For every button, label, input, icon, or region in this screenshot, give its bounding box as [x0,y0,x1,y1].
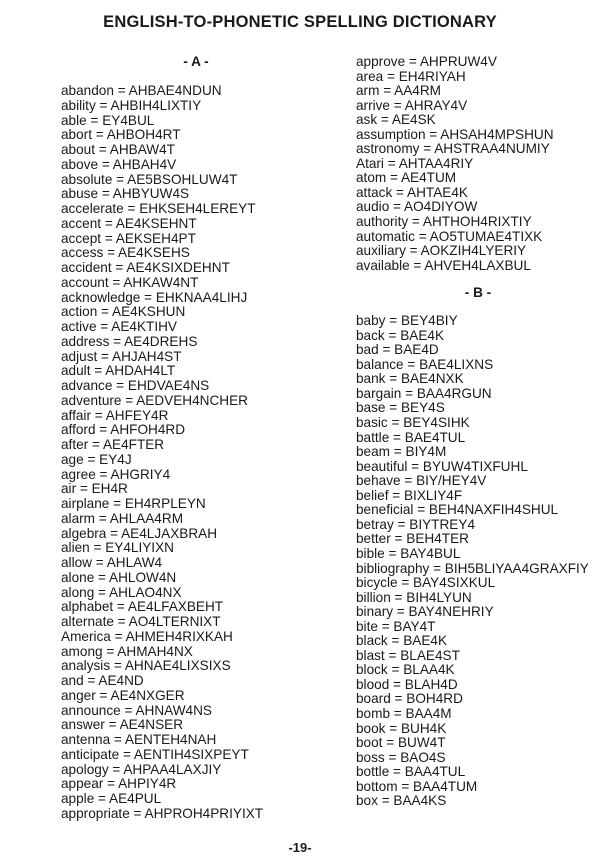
dictionary-entry: antenna = AENTEH4NAH [61,732,217,747]
dictionary-entry: adult = AHDAH4LT [61,363,176,379]
dictionary-entry: base = BEY4S [356,400,445,416]
dictionary-entry: bottle = BAA4TUL [356,764,466,780]
dictionary-entry: alarm = AHLAA4RM [61,510,184,526]
dictionary-entry: available = AHVEH4LAXBUL [356,257,531,273]
dictionary-entry: above = AHBAH4V [61,156,177,172]
dictionary-entry: and = AE4ND [61,673,144,688]
dictionary-entry: abandon = AHBAE4NDUN [61,83,222,98]
dictionary-entry: block = BLAA4K [356,662,455,678]
entry-list-a-right [356,55,600,273]
dictionary-entry: alphabet = AE4LFAXBEHT [61,599,224,615]
dictionary-entry: affair = AHFEY4R [61,407,169,423]
dictionary-entry: anger = AE4NXGER [61,687,185,703]
dictionary-entry: answer = AE4NSER [61,717,184,733]
dictionary-entry: belief = BIXLIY4F [356,487,463,503]
dictionary-entry: alternate = AO4LTERNIXT [61,614,221,629]
dictionary-entry: accent = AE4KSEHNT [61,215,197,231]
dictionary-entry: behave = BIY/HEY4V [356,473,487,489]
dictionary-entry: airplane = EH4RPLEYN [61,496,206,511]
dictionary-entry: bad = BAE4D [356,342,439,358]
dictionary-entry: address = AE4DREHS [61,333,198,349]
dictionary-entry: beautiful = BYUW4TIXFUHL [356,458,528,474]
dictionary-entry: advance = EHDVAE4NS [61,378,210,393]
dictionary-entry: back = BAE4K [356,327,445,343]
section-gap [356,273,600,284]
dictionary-entry: authority = AHTHOH4RIXTIY [356,214,532,230]
dictionary-entry: arm = AA4RM [356,83,441,99]
dictionary-entry: approve = AHPRUW4V [356,54,497,69]
dictionary-entry: billion = BIH4LYUN [356,589,472,605]
dictionary-entry: adventure = AEDVEH4NCHER [61,392,248,408]
dictionary-entry: bicycle = BAY4SIXKUL [356,575,496,591]
dictionary-entry: appear = AHPIY4R [61,776,177,792]
dictionary-entry: account = AHKAW4NT [61,274,199,290]
dictionary-entry: better = BEH4TER [356,531,469,547]
dictionary-entry: battle = BAE4TUL [356,429,466,445]
dictionary-entry: binary = BAY4NEHRIY [356,604,494,620]
dictionary-entry: ability = AHBIH4LIXTIY [61,97,202,113]
dictionary-entry: astronomy = AHSTRAA4NUMIY [356,141,550,157]
dictionary-entry: bible = BAY4BUL [356,545,461,561]
dictionary-entry: afford = AHFOH4RD [61,422,186,438]
dictionary-entry: box = BAA4KS [356,793,447,809]
dictionary-entry: among = AHMAH4NX [61,643,193,659]
dictionary-entry: black = BAE4K [356,633,448,649]
entry-list-a-left [61,84,331,822]
dictionary-entry: apple = AE4PUL [61,791,162,806]
dictionary-entry: abuse = AHBYUW4S [61,186,190,202]
entry-list-b [356,314,600,809]
dictionary-entry: automatic = AO5TUMAE4TIXK [356,228,543,244]
dictionary-entry: alone = AHLOW4N [61,569,177,585]
dictionary-entry: agree = AHGRIY4 [61,466,171,482]
dictionary-entry: beneficial = BEH4NAXFIH4SHUL [356,502,559,518]
right-column [356,55,600,809]
dictionary-entry: able = EY4BUL [61,112,155,128]
dictionary-entry: age = EY4J [61,451,132,467]
left-column [61,53,331,822]
dictionary-entry: apology = AHPAA4LAXJIY [61,761,222,777]
dictionary-entry: analysis = AHNAE4LIXSIXS [61,658,231,674]
dictionary-entry: action = AE4KSHUN [61,304,186,320]
dictionary-entry: book = BUH4K [356,720,447,736]
dictionary-entry: blood = BLAH4D [356,676,458,692]
dictionary-entry: audio = AO4DIYOW [356,199,478,215]
section-heading-a: - A - [183,54,209,69]
dictionary-entry: balance = BAE4LIXNS [356,356,494,372]
dictionary-entry: acknowledge = EHKNAA4LIHJ [61,289,248,305]
dictionary-entry: assumption = AHSAH4MPSHUN [356,126,554,142]
dictionary-entry: access = AE4KSEHS [61,245,190,261]
dictionary-entry: appropriate = AHPROH4PRIYIXT [61,805,264,821]
dictionary-entry: announce = AHNAW4NS [61,702,212,718]
dictionary-entry: air = EH4R [61,481,128,497]
dictionary-entry: bite = BAY4T [356,618,436,634]
dictionary-entry: active = AE4KTIHV [61,319,177,334]
dictionary-entry: bibliography = BIH5BLIYAA4GRAXFIY [356,560,589,576]
dictionary-entry: algebra = AE4LJAXBRAH [61,525,218,541]
dictionary-entry: along = AHLAO4NX [61,584,182,600]
dictionary-entry: baby = BEY4BIY [356,313,458,329]
dictionary-entry: bomb = BAA4M [356,705,452,721]
dictionary-entry: anticipate = AENTIH4SIXPEYT [61,746,249,762]
dictionary-entry: bank = BAE4NXK [356,371,464,387]
dictionary-entry: bottom = BAA4TUM [356,778,478,794]
dictionary-entry: blast = BLAE4ST [356,647,460,663]
dictionary-entry: auxiliary = AOKZIH4LYERIY [356,243,527,259]
section-heading-b: - B - [464,285,492,301]
dictionary-entry: abort = AHBOH4RT [61,127,181,143]
dictionary-entry: absolute = AE5BSOHLUW4T [61,171,238,187]
dictionary-entry: alien = EY4LIYIXN [61,540,174,556]
dictionary-entry: board = BOH4RD [356,691,463,707]
dictionary-entry: Atari = AHTAA4RIY [356,155,474,171]
dictionary-entry: accelerate = EHKSEH4LEREYT [61,201,256,216]
dictionary-entry: accept = AEKSEH4PT [61,230,196,246]
dictionary-entry: beam = BIY4M [356,444,447,460]
dictionary-entry: about = AHBAW4T [61,142,175,157]
dictionary-entry: betray = BIYTREY4 [356,516,475,532]
dictionary-entry: area = EH4RIYAH [356,68,466,84]
dictionary-entry: boss = BAO4S [356,749,446,765]
dictionary-entry: accident = AE4KSIXDEHNT [61,260,230,275]
dictionary-entry: ask = AE4SK [356,112,436,128]
dictionary-entry: after = AE4FTER [61,437,165,452]
dictionary-entry: allow = AHLAW4 [61,555,163,570]
dictionary-entry: America = AHMEH4RIXKAH [61,628,233,644]
dictionary-entry: adjust = AHJAH4ST [61,348,182,364]
dictionary-entry: boot = BUW4T [356,735,446,751]
dictionary-entry: arrive = AHRAY4V [356,97,468,113]
page-number: -19- [288,840,312,855]
page-title: ENGLISH-TO-PHONETIC SPELLING DICTIONARY [103,13,497,31]
dictionary-entry: attack = AHTAE4K [356,184,468,200]
dictionary-entry: bargain = BAA4RGUN [356,385,492,401]
dictionary-entry: atom = AE4TUM [356,170,457,186]
dictionary-entry: basic = BEY4SIHK [356,415,470,431]
